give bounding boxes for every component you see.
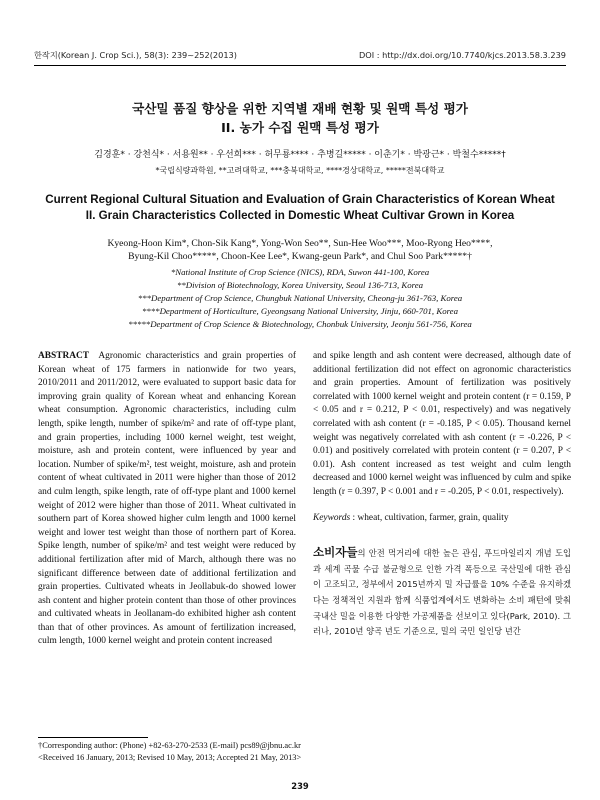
footnote-divider xyxy=(38,737,148,738)
abstract-paragraph xyxy=(38,350,296,649)
korean-title-line2: II. 농가 수집 원맥 특성 평가 xyxy=(221,120,379,135)
received-dates: <Received 16 January, 2013; Revised 10 May, 2013; Accepted 21 May, 2013> xyxy=(38,753,302,762)
header-divider xyxy=(34,65,566,66)
korean-introduction xyxy=(313,545,571,640)
keywords xyxy=(313,512,571,526)
keywords-label: Keywords xyxy=(313,512,351,523)
korean-authors: 김경훈* · 강천식* · 서용원** · 우선희*** · 허무룡**** · 추병길***** · 이춘기* · 박광근* · 박철수*****† xyxy=(94,150,506,160)
korean-title-line1: 국산밀 품질 향상을 위한 지역별 재배 현황 및 원맥 특성 평가 xyxy=(132,101,468,116)
abstract-left-text: Agronomic characteristics and grain properties of Korean wheat of 175 farmers in nationwide for two years, 2010/2011 and 2011/2012, were evaluated to support basic data for improving grain quality of Korean wheat and enhancing Korean wheat consumption. Agronomic characteristics, including culm length, spike length, number of spike/m² and rate of off-type plant, and grain properties, including 1000 kernel weight, test weight, moisture, ash and protein content, were influenced by year and location. Number of spike/m², test weight, moisture, ash and protein content of wheat cultivated in 2011 were higher than those of 2012 and culm length, spike length, rate of off-type plant and 1000 kernel weight of 2012 were higher than those of 2011. Wheat cultivated in southern part of Korea showed higher culm length and 1000 kernel weight and lower test weight than those of northern part of Korea. Spike length, number of spike/m² and test weight were reduced by additional fertilization after mid of March, although there was no significant difference between date of additional fertilization and grain properties. Cultivated wheats in Jeollabuk-do showed lower ash content and higher protein content than those of other provinces and cultivated wheats in Jeollanam-do exhibited higher ash content than that of other provinces. As amount of fertilization increased, culm length, 1000 kernel weight and protein content increased xyxy=(38,351,296,647)
journal-citation: 한작지(Korean J. Crop Sci.), 58(3): 239~252(2013) xyxy=(34,50,237,60)
affiliation-1: *National Institute of Crop Science (NICS), RDA, Suwon 441-100, Korea xyxy=(170,267,430,277)
english-authors-line2: Byung-Kil Choo*****, Choon-Kee Lee*, Kwang-geun Park*, and Chul Soo Park*****† xyxy=(128,251,472,262)
korean-intro-lead: 소비자들 xyxy=(313,545,358,560)
keywords-text: : wheat, cultivation, farmer, grain, quality xyxy=(352,512,509,523)
english-authors-line1: Kyeong-Hoon Kim*, Chon-Sik Kang*, Yong-Won Seo**, Sun-Hee Woo***, Moo-Ryong Heo****, xyxy=(107,238,493,249)
page-number: 239 xyxy=(291,781,309,791)
affiliation-5: *****Department of Crop Science & Biotechnology, Chonbuk University, Jeonju 561-756, Korea xyxy=(128,319,472,329)
doi-link[interactable]: DOI : http://dx.doi.org/10.7740/kjcs.2013.58.3.239 xyxy=(358,50,566,60)
english-title-line2: II. Grain Characteristics Collected in Domestic Wheat Cultivar Grown in Korea xyxy=(85,209,515,222)
abstract-right-text: and spike length and ash content were decreased, although date of additional fertilization did not effect on agronomic characteristics and grain properties. Amount of fertilization was positively correlated with 1000 kernel weight and protein content (r = 0.159, P < 0.05 and r = 0.212, P < 0.01, respectively) and was negatively correlated with ash content (r = -0.185, P < 0.05). Thousand kernel weight was negatively correlated with ash content (r = -0.226, P < 0.01) and positively correlated with protein content (r = 0.207, P < 0.01). Ash content increased as test weight and culm length decreased and 1000 kernel weight was influenced by culm and spike length (r = 0.397, P < 0.001 and r = -0.205, P < 0.01, respectively). xyxy=(313,351,571,497)
affiliation-2: **Division of Biotechnology, Korea University, Seoul 136-713, Korea xyxy=(176,280,424,290)
korean-intro-text: 의 안전 먹거리에 대한 높은 관심, 푸드마일리지 개념 도입과 세계 곡물 수급 불균형으로 인한 가격 폭등으로 국산밀에 대한 관심이 고조되고, 정부에서 2015년까지 밀 자급률을 10% 수준을 유지하겠다는 정책적인 지원과 함께 식품업계에서도 변화하는 소비 패턴에 맞춰 국내산 밀을 이용한 다양한 가공제품을 선보이고 있다(Park, 2010). 그러나, 2010년 양곡 년도 기준으로, 밀의 국민 일인당 년간 xyxy=(313,548,571,637)
affiliation-3: ***Department of Crop Science, Chungbuk National University, Cheong-ju 361-763, Korea xyxy=(137,293,463,303)
affiliation-4: ****Department of Horticulture, Gyeongsang National University, Jinju, 660-701, Korea xyxy=(141,306,458,316)
abstract-left-column xyxy=(38,350,296,649)
corresponding-author: †Corresponding author: (Phone) +82-63-270-2533 (E-mail) pcs89@jbnu.ac.kr xyxy=(38,741,301,750)
english-title-line1: Current Regional Cultural Situation and Evaluation of Grain Characteristics of Korean Wheat xyxy=(45,193,555,206)
running-header xyxy=(34,50,566,64)
abstract-right-column xyxy=(313,350,571,640)
abstract-heading: ABSTRACT xyxy=(38,351,90,361)
english-affiliations xyxy=(20,266,580,331)
korean-affiliations: *국립식량과학원, **고려대학교, ***충북대학교, ****경상대학교, *****전북대학교 xyxy=(155,166,445,175)
